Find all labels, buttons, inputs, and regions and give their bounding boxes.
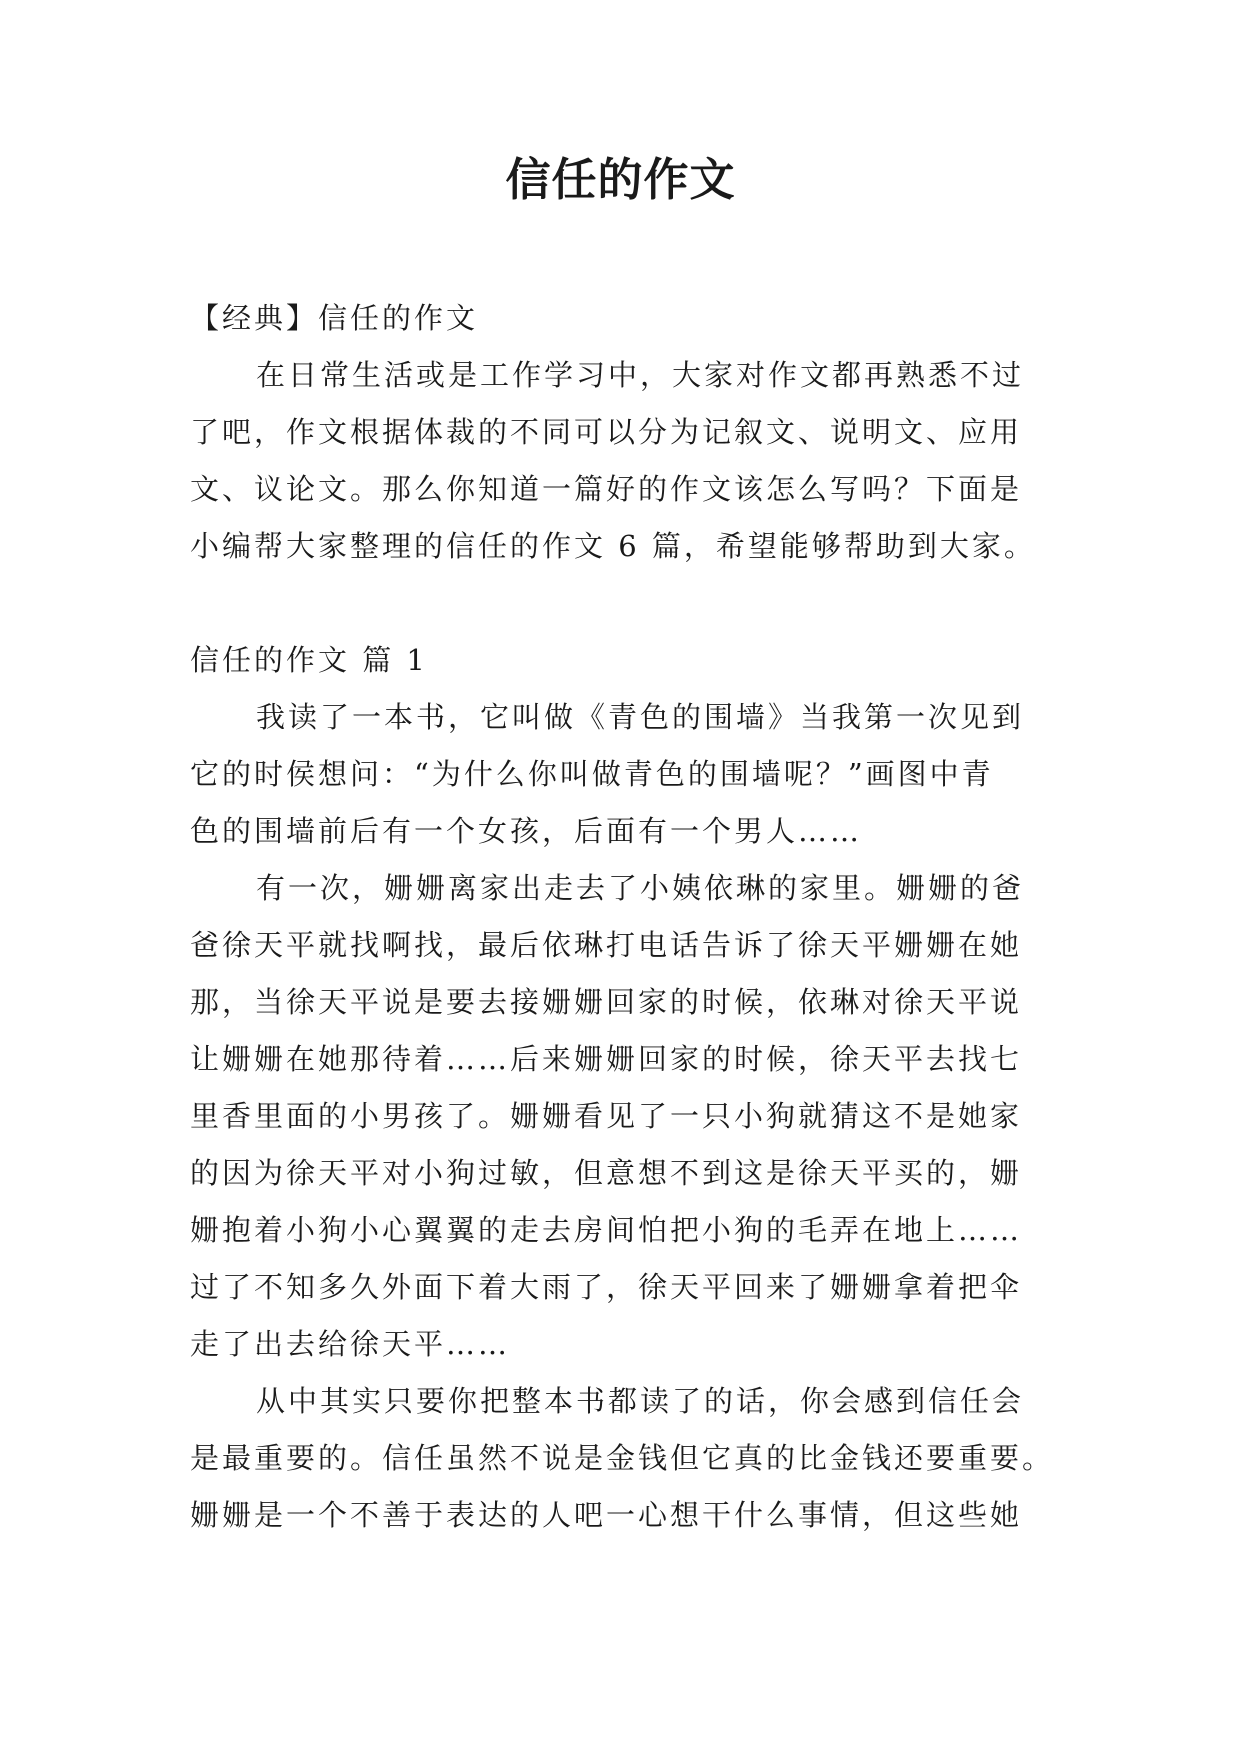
text-line: 姗姗是一个不善于表达的人吧一心想干什么事情，但这些她 xyxy=(190,1498,1023,1532)
section-heading: 信任的作文 篇 1 xyxy=(190,643,428,677)
intro-paragraph xyxy=(190,347,1052,575)
text-line: 我读了一本书，它叫做《青色的围墙》当我第一次见到 xyxy=(256,700,1025,734)
paragraph-1 xyxy=(190,689,1052,860)
text-line: 在日常生活或是工作学习中，大家对作文都再熟悉不过 xyxy=(256,358,1025,392)
text-line: 色的围墙前后有一个女孩，后面有一个男人…… xyxy=(190,814,863,848)
text-line: 姗抱着小狗小心翼翼的走去房间怕把小狗的毛弄在地上…… xyxy=(190,1213,1023,1247)
text-line: 它的时侯想问：“为什么你叫做青色的围墙呢？”画图中青 xyxy=(190,757,994,791)
paragraph-2 xyxy=(190,860,1052,1373)
text-line: 爸徐天平就找啊找，最后依琳打电话告诉了徐天平姗姗在她 xyxy=(190,928,1023,962)
text-line: 那，当徐天平说是要去接姗姗回家的时候，依琳对徐天平说 xyxy=(190,985,1023,1019)
text-line: 小编帮大家整理的信任的作文 6 篇，希望能够帮助到大家。 xyxy=(190,529,1036,563)
text-line: 走了出去给徐天平…… xyxy=(190,1327,511,1361)
text-line: 了吧，作文根据体裁的不同可以分为记叙文、说明文、应用 xyxy=(190,415,1023,449)
text-line: 让姗姗在她那待着……后来姗姗回家的时候，徐天平去找七 xyxy=(190,1042,1023,1076)
document-body xyxy=(190,290,1055,1544)
text-line: 的因为徐天平对小狗过敏，但意想不到这是徐天平买的，姗 xyxy=(190,1156,1023,1190)
document-subtitle: 【经典】信任的作文 xyxy=(190,301,479,335)
text-line: 是最重要的。信任虽然不说是金钱但它真的比金钱还要重要。 xyxy=(190,1441,1055,1475)
document-title: 信任的作文 xyxy=(505,153,736,206)
text-line: 从中其实只要你把整本书都读了的话，你会感到信任会 xyxy=(256,1384,1025,1418)
text-line: 过了不知多久外面下着大雨了，徐天平回来了姗姗拿着把伞 xyxy=(190,1270,1023,1304)
text-line: 有一次，姗姗离家出走去了小姨依琳的家里。姗姗的爸 xyxy=(256,871,1025,905)
text-line: 里香里面的小男孩了。姗姗看见了一只小狗就猜这不是她家 xyxy=(190,1099,1023,1133)
text-line: 文、议论文。那么你知道一篇好的作文该怎么写吗？下面是 xyxy=(190,472,1023,506)
paragraph-3 xyxy=(190,1373,1055,1544)
